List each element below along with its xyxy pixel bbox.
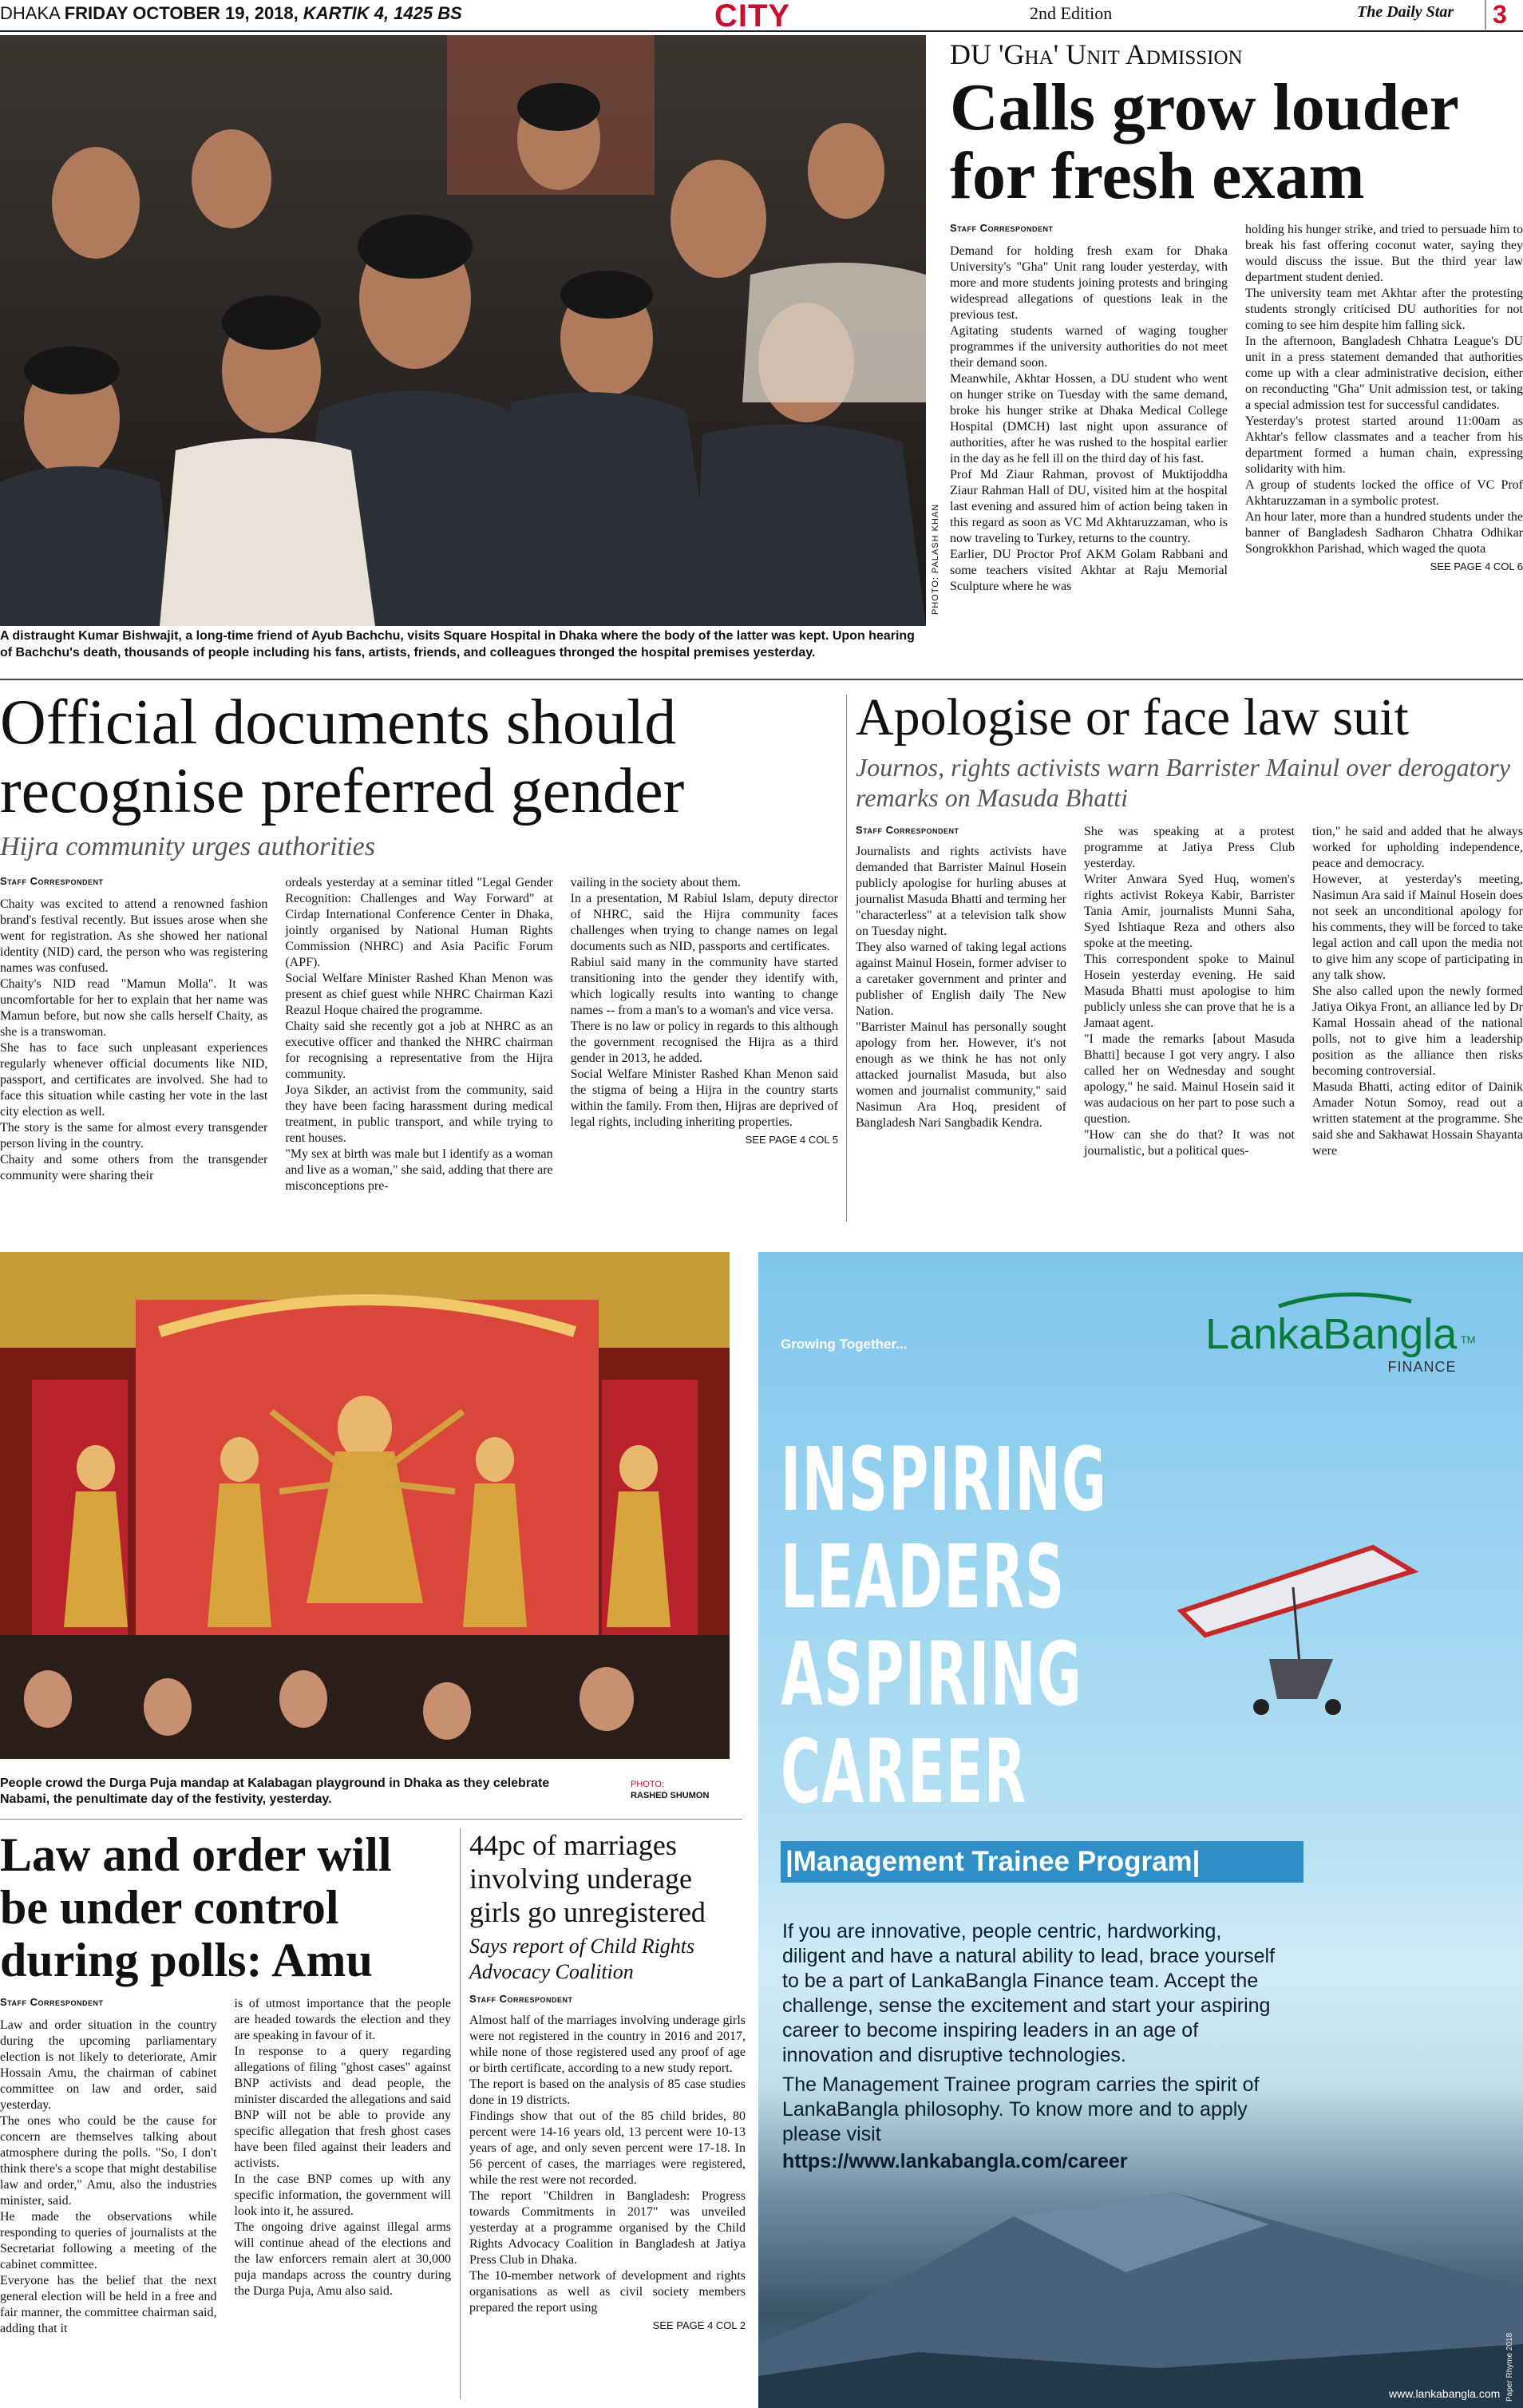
puja-photo xyxy=(0,1252,730,1759)
body-col-2: ordeals yesterday at a seminar titled "Legal Gender Recognition: Challenges and Way Forward" at Cirdap International Conference Center in Dhaka, jointly organised by National Human Rights Commission (NHRC) and Asia Pacific Forum (APF). Social Welfare Minister Rashed Khan Menon was present as chief guest while NHRC Chairman Kazi Reazul Hoque chaired the programme. Chaity said she recently got a job at NHRC as an executive officer and thanked the NHRC chairman for recognising a representative from the Hijra community. Joya Sikder, an activist from the community, said they have been facing harassment during medical treatment, in public transport, and while trying to rent houses. "My sex at birth was male but I identify as a woman and live as a woman," she said, adding that there are misconceptions pre- xyxy=(285,876,553,1193)
crowd-photo-graphic xyxy=(0,35,926,626)
story-mainul xyxy=(856,688,1523,1159)
ad-footer-url[interactable]: www.lankabangla.com xyxy=(1389,2387,1501,2400)
byline: Staff Correspondent xyxy=(469,1993,573,2005)
hang-glider-icon xyxy=(1173,1539,1429,1747)
ad-link[interactable]: https://www.lankabangla.com/career xyxy=(782,2150,1128,2172)
body-col-3: vailing in the society about them. In a presentation, M Rabiul Islam, deputy director of NHRC, said the Hijra community faces challenges when trying to change names on legal documents such as NID, passports and certificates. Rabiul said many in the community have started transitioning into the gender they identify with, which logically results into wanting to change names -- from a man's to a woman's and vice versa. There is no law or policy in regards to this although the government recognised the Hijra as a third gender in 2013, he added. Social Welfare Minister Rashed Khan Menon said the stigma of being a Hijra in the country starts within the family. From then, Hijras are deprived of legal rights, including inheriting properties. xyxy=(570,876,838,1129)
edition-label: 2nd Edition xyxy=(1030,3,1113,23)
subhead: Hijra community urges authorities xyxy=(0,832,375,861)
durga-idol-graphic xyxy=(0,1252,730,1759)
photo-caption: A distraught Kumar Bishwajit, a long-time friend of Ayub Bachchu, visits Square Hospital in Dhaka where the body of the latter was kept. Upon hearing of Bachchu's death, thousands of people including his fans, artists, friends, and colleagues thronged the hospital premises yesterday. xyxy=(0,629,915,659)
ad-logo: LankaBangla ™ FINANCE xyxy=(1205,1290,1476,1376)
mountain-graphic xyxy=(758,2168,1523,2408)
body-col-1: Demand for holding fresh exam for Dhaka University's "Gha" Unit rang louder yesterday, with more and more students joining protests and bringing widespread allegations of questions leak in the previous test. Agitating students warned of waging tougher programmes if the university authorities do not meet their demand soon. Meanwhile, Akhtar Hossen, a DU student who went on hunger strike on Tuesday with the same demand, broke his hunger strike at Dhaka Medical College Hospital (DMCH) last night upon assurance of authorities, after he was rushed to the hospital earlier in the day as he fell ill on the third day of his fast. Prof Md Ziaur Rahman, provost of Muktijoddha Ziaur Rahman Hall of DU, visited him at the hospital last evening and assured him of action being taken in this regard as soon as VC Md Akhtaruzzaman, who is now traveling to Turkey, returns to the country. Earlier, DU Proctor Prof AKM Golam Rabbani and some teachers visited Akhtar at Raju Memorial Sculpture where he was xyxy=(950,244,1228,593)
subhead: Journos, rights activists warn Barrister Mainul over derogatory remarks on Masuda Bhatti xyxy=(856,753,1511,812)
puja-credit: PHOTO: RASHED SHUMON xyxy=(631,1780,710,1800)
ad-line-1: INSPIRING xyxy=(781,1428,1108,1531)
body-col-2: holding his hunger strike, and tried to persuade him to break his fast offering coconut water, saying they would discuss the issue. But the third year law department student denied. The university team met Akhtar after the protesting students strongly criticised DU authorities for not coming to see him despite him falling sick. In the afternoon, Bangladesh Chhatra League's DU unit in a press statement demanded that authorities come up with a clear administrative decision, either on reconducting "Gha" Unit admission test, or taking a special admission test for successful candidates. Yesterday's protest started around 11:00am as Akhtar's fellow classmates and a teacher from his department formed a human chain, expressing solidarity with him. A group of students locked the office of VC Prof Akhtaruzzaman in a symbolic protest. An hour later, more than a hundred students under the banner of Bangladesh Sadharon Chhatra Odhikar Songrokkhon Parishad, which waged the quota xyxy=(1245,223,1523,556)
story-gender xyxy=(0,688,838,1194)
ad-brand: LankaBangla xyxy=(1205,1310,1458,1358)
page-number: 3 xyxy=(1485,0,1507,30)
lankabangla-ad[interactable] xyxy=(758,1252,1523,2408)
byline: Staff Correspondent xyxy=(0,875,104,887)
photo-credit: PHOTO: PALASH KHAN xyxy=(931,503,940,615)
puja-caption: People crowd the Durga Puja mandap at Kalabagan playground in Dhaka as they celebrate Nabami, the penultimate day of the festivity, yesterday. xyxy=(0,1776,550,1806)
ad-paragraph-1: If you are innovative, people centric, hardworking, diligent and have a natural ability to lead, brace yourself to be a part of LankaBangla Finance team. Accept the challenge, sense the excitement and start your aspiring career to become inspiring leaders in an age of innovation and disruptive technologies. xyxy=(782,1920,1276,2066)
rule-puja xyxy=(0,1819,742,1820)
body-col-2: She was speaking at a protest programme at Jatiya Press Club yesterday. Writer Anwara Syed Huq, women's rights activist Rokeya Kabir, Barrister Tania Amir, journalists Munni Saha, Syed Ishtiaque Reza and others also spoke at the meeting. This correspondent spoke to Mainul Hosein yesterday evening. He said Masuda Bhatti must apologise to him publicly unless she can prove that he is a Jamaat agent. "I made the remarks [about Masuda Bhatti] because I got very angry. I also called her on Wednesday and sought apology," he said. Mainul Hosein said it was audacious on her part to pose such a question. "How can she do that? It was not journalistic, but a political ques- xyxy=(1084,825,1295,1158)
rule-horizontal xyxy=(0,679,1523,680)
ad-tagline: Growing Together... xyxy=(781,1337,908,1352)
see-page[interactable]: SEE PAGE 4 COL 2 xyxy=(652,2319,746,2331)
ad-line-4: CAREER xyxy=(781,1721,1027,1823)
see-page[interactable]: SEE PAGE 4 COL 6 xyxy=(1430,560,1523,572)
ad-design-credit: Paper Rhyme 2018 xyxy=(1505,2332,1514,2402)
column-rule xyxy=(460,1828,461,2399)
byline: Staff Correspondent xyxy=(856,824,959,836)
section-name: CITY xyxy=(714,0,791,34)
ad-line-2: LEADERS xyxy=(781,1526,1066,1628)
paper-logo: The Daily Star xyxy=(1357,3,1454,21)
headline: Apologise or face law suit xyxy=(856,688,1409,747)
body-col-3: tion," he said and added that he always worked for upholding independence, peace and democracy. However, at yesterday's meeting, Nasimun Ara said if Mainul Hosein does not seek an unconditional apology for his comments, they will be forced to take legal action and call upon the media not to give him any scope of participating in any talk show. She also called upon the newly formed Jatiya Oikya Front, an alliance led by Dr Kamal Hossain ahead of the national polls, not to give him a leadership position as the alliance then risks becoming controversial. Masuda Bhatti, acting editor of Dainik Amader Notun Somoy, read out a written statement at the programme. She said she and Sakhawat Hossain Shayanta were xyxy=(1312,825,1523,1158)
story-amu xyxy=(0,1828,451,2337)
headline: Calls grow louder for fresh exam xyxy=(950,70,1458,213)
bachchu-photo xyxy=(0,35,926,626)
masthead-date: DHAKA FRIDAY OCTOBER 19, 2018, KARTIK 4, 1425 BS xyxy=(0,3,462,23)
ad-paragraph-2: The Management Trainee program carries the spirit of LankaBangla philosophy. To know more and to apply please visit xyxy=(782,2073,1260,2145)
logo-swoosh-icon xyxy=(1277,1290,1413,1309)
body: Almost half of the marriages involving underage girls were not registered in the country in 2016 and 2017, while none of those registered used any proof of age or birth certificate, according to a new study report. The report is based on the analysis of 85 case studies done in 19 districts. Findings show that out of the 85 child brides, 80 percent were 14-16 years old, 13 percent were 10-13 years of age, and only seven percent were 17-18. In 56 percent of cases, the marriages were registered, while the rest were not recorded. The report "Children in Bangladesh: Progress towards Commitments in 2017" was unveiled yesterday at a programme organised by the Child Rights Advocacy Coalition in Bangladesh at Jatiya Press Club in Dhaka. The 10-member network of development and rights organisations as well as civil society members prepared the report using xyxy=(469,2014,746,2315)
ad-brand-sub: FINANCE xyxy=(1387,1359,1457,1375)
body-col-1: Journalists and rights activists have demanded that Barrister Mainul Hosein publicly apologise for hurling abuses at journalist Masuda Bhatti and terming her "characterless" at a television talk show on Tuesday night. They also warned of taking legal actions against Mainul Hosein, former adviser to a caretaker government and printer and publisher of English daily The New Nation. "Barrister Mainul has personally sought apology from her. However, it's not enough as we think he has not only attacked journalist Masuda, but also women and journalist community," said Nasimun Ara Hoq, president of Bangladesh Nari Sangbadik Kendra. xyxy=(856,845,1066,1130)
see-page[interactable]: SEE PAGE 4 COL 5 xyxy=(745,1134,838,1146)
story-fresh-exam xyxy=(950,38,1523,595)
subhead: Says report of Child Rights Advocacy Coalition xyxy=(469,1935,695,1983)
byline: Staff Correspondent xyxy=(0,1996,104,2008)
ad-line-3: ASPIRING xyxy=(781,1623,1083,1725)
headline: Law and order will be under control during polls: Amu xyxy=(0,1828,392,1986)
masthead xyxy=(0,0,1523,32)
story-child-marriage xyxy=(469,1828,746,2331)
headline: Official documents should recognise preferred gender xyxy=(0,687,685,826)
body-col-1: Chaity was excited to attend a renowned fashion brand's festival recently. But issues arose when she went for registration. As she showed her national identity (NID) card, the person who was registering names was confused. Chaity's NID read "Mamun Molla". It was uncomfortable for her to explain that her name was Mamun before, but now she calls herself Chaity, as she is a transwoman. She has to face such unpleasant experiences regularly whenever official documents like NID, passport, and certificates are involved. She had to face this situation while casting her vote in the last city election as well. The story is the same for almost every transgender person living in the country. Chaity and some others from the transgender community were sharing their xyxy=(0,897,268,1182)
column-rule xyxy=(846,695,847,1222)
byline: Staff Correspondent xyxy=(950,222,1054,234)
body-col-2: is of utmost importance that the people are headed towards the election and they are speaking in favour of it. In response to a query regarding allegations of filing "ghost cases" against BNP activists and dead people, the minister discarded the allegations and said BNP will not be able to provide any specific allegation that fresh ghost cases have been filed against their leaders and activists. In the case BNP comes up with any specific information, the government will look into it, he assured. The ongoing drive against illegal arms will continue ahead of the elections and the law enforcers remain alert at 30,000 puja mandaps across the country during the Durga Puja, Amu also said. xyxy=(234,1997,451,2298)
headline: 44pc of marriages involving underage girls go unregistered xyxy=(469,1829,706,1928)
ad-program-banner: |Management Trainee Program| xyxy=(781,1841,1303,1883)
kicker: DU 'Gha' Unit Admission xyxy=(950,38,1243,70)
body-col-1: Law and order situation in the country during the upcoming parliamentary election is not likely to deteriorate, Amir Hossain Amu, the chairman of cabinet committee on law and order, said yesterday. The ones who could be the cause for concern are themselves talking about atmosphere during the polls. "So, I don't think there's a scope that might destabilise law and order," Amu, also the industries minister, said. He made the observations while responding to queries of journalists at the Secretariat following a meeting of the cabinet committee. Everyone has the belief that the next general election will be held in a free and fair manner, the committee chairman said, adding that it xyxy=(0,2018,217,2335)
